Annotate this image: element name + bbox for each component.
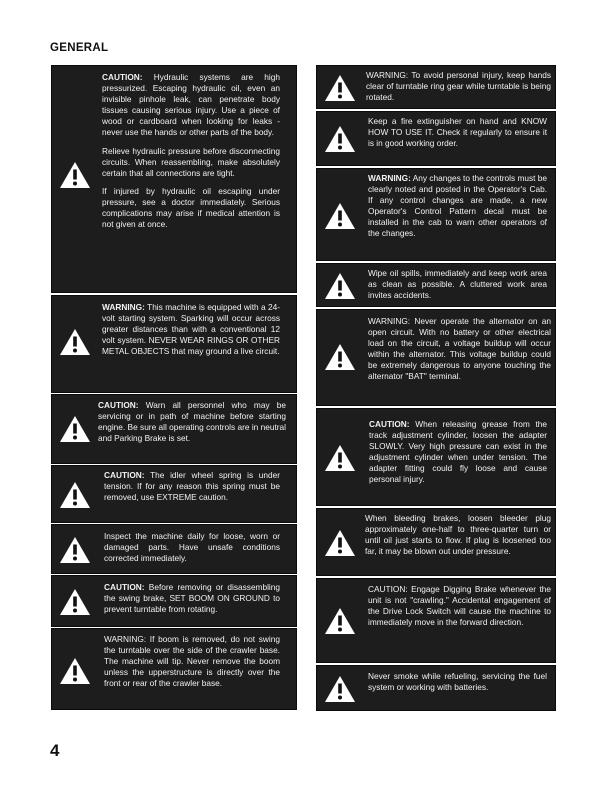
hydraulic-caution-box bbox=[51, 65, 297, 293]
digging-brake-caution-box bbox=[316, 578, 556, 663]
track-adjustment-caution-box bbox=[316, 408, 556, 506]
alternator-warning-box bbox=[316, 309, 556, 406]
page-number: 4 bbox=[50, 741, 60, 760]
fire-extinguisher-text: Keep a fire extinguisher on hand and KNOW HOW TO USE IT. Check it regularly to ensure it is in good working order. bbox=[368, 116, 547, 148]
personnel-caution-box bbox=[51, 394, 297, 464]
boom-removal-warning-box bbox=[51, 628, 297, 710]
warning-triangle-icon bbox=[59, 161, 91, 189]
warning-triangle-icon bbox=[324, 74, 356, 102]
warning-triangle-icon bbox=[324, 343, 356, 371]
warning-triangle-icon bbox=[324, 444, 356, 472]
voltage-warning-box bbox=[51, 295, 297, 393]
warning-triangle-icon bbox=[59, 657, 91, 685]
warning-triangle-icon bbox=[324, 529, 356, 557]
oil-spills-text: Wipe oil spills, immediately and keep work area as clean as possible. A cluttered work area invites accidents. bbox=[368, 268, 547, 300]
idler-spring-caution-text: CAUTION: The idler wheel spring is under tension. If for any reason this spring must be removed, use EXTREME caution. bbox=[104, 470, 280, 502]
warning-triangle-icon bbox=[324, 202, 356, 230]
ring-gear-warning-box bbox=[316, 65, 556, 109]
boom-removal-warning-text: WARNING: If boom is removed, do not swing the turntable over the side of the crawler base. The machine will tip. Never remove the boom unless the upperstructure is directly over the front or rear of the crawler base. bbox=[104, 634, 280, 688]
control-changes-warning-box bbox=[316, 168, 556, 261]
inspect-machine-box bbox=[51, 524, 297, 574]
bleeding-brakes-text: When bleeding brakes, loosen bleeder plug approximately one-half to three-quarter turn or until oil just starts to flow. If plug is loosened too far, it may be blown out under pressure. bbox=[365, 513, 551, 556]
warning-triangle-icon bbox=[59, 328, 91, 356]
refueling-smoking-box bbox=[316, 665, 556, 711]
idler-spring-caution-box bbox=[51, 465, 297, 523]
personnel-caution-text: CAUTION: Warn all personnel who may be servicing or in path of machine before starting engine. Be sure all operating controls are in neutral and Parking Brake is set. bbox=[98, 400, 287, 443]
bleeding-brakes-box bbox=[316, 508, 556, 576]
digging-brake-caution-text: CAUTION: Engage Digging Brake whenever the unit is not "crawling." Accidental engagement of the Drive Lock Switch will cause the machine to immediately move in the forward direction. bbox=[368, 584, 551, 627]
warning-triangle-icon bbox=[324, 272, 356, 300]
swing-brake-caution-box bbox=[51, 575, 297, 627]
warning-triangle-icon bbox=[59, 588, 91, 616]
warning-triangle-icon bbox=[324, 125, 356, 153]
voltage-warning-text: WARNING: This machine is equipped with a 24-volt starting system. Sparking will occur across greater distances than with a conventional 12 volt system. NEVER WEAR RINGS OR OTHER METAL OBJECTS that may ground a live circuit. bbox=[102, 302, 280, 356]
oil-spills-box bbox=[316, 263, 556, 307]
alternator-warning-text: WARNING: Never operate the alternator on an open circuit. With no battery or other electrical load on the circuit, a voltage buildup will occur within the alternator. This voltage buildup could be extremely dangerous to anyone touching the alternator "BAT" terminal. bbox=[368, 316, 551, 381]
swing-brake-caution-text: CAUTION: Before removing or disassembling the swing brake, SET BOOM ON GROUND to prevent turntable from rotating. bbox=[104, 582, 280, 614]
track-adjustment-caution-text: CAUTION: When releasing grease from the track adjustment cylinder, loosen the adapter SLOWLY. Very high pressure can exist in the adjustment cylinder when under tension. The adapter fitting could fly loose and cause personal injury. bbox=[369, 419, 547, 484]
control-changes-warning-text: WARNING: Any changes to the controls must be clearly noted and posted in the Operator's Cab. If any control changes are made, a new Operator's Control Pattern decal must be installed in the cab to warn other operators of the changes. bbox=[368, 173, 547, 238]
hydraulic-caution-text: CAUTION: Hydraulic systems are high pressurized. Escaping hydraulic oil, even an invisible pinhole leak, can penetrate body tissues causing serious injury. Use a piece of wood or cardboard when looking for leaks - never use the hands or other parts of the body. Relieve hydraulic pressure before disconnecting circuits. When reassembling, make absolutely certain that all connections are tight. If injured by hydraulic oil escaping under pressure, see a doctor immediately. Serious complications may arise if medical attention is not given at once. bbox=[102, 72, 280, 230]
inspect-machine-text: Inspect the machine daily for loose, worn or damaged parts. Have unsafe conditions corrected immediately. bbox=[104, 531, 280, 563]
refueling-smoking-text: Never smoke while refueling, servicing the fuel system or working with batteries. bbox=[368, 671, 547, 692]
warning-triangle-icon bbox=[59, 481, 91, 509]
section-heading: GENERAL bbox=[50, 42, 109, 54]
warning-triangle-icon bbox=[59, 415, 91, 443]
warning-triangle-icon bbox=[324, 675, 356, 703]
ring-gear-warning-text: WARNING: To avoid personal injury, keep hands clear of turntable ring gear while turntable is being rotated. bbox=[366, 70, 551, 102]
fire-extinguisher-box bbox=[316, 111, 556, 166]
warning-triangle-icon bbox=[324, 607, 356, 635]
warning-triangle-icon bbox=[59, 536, 91, 564]
